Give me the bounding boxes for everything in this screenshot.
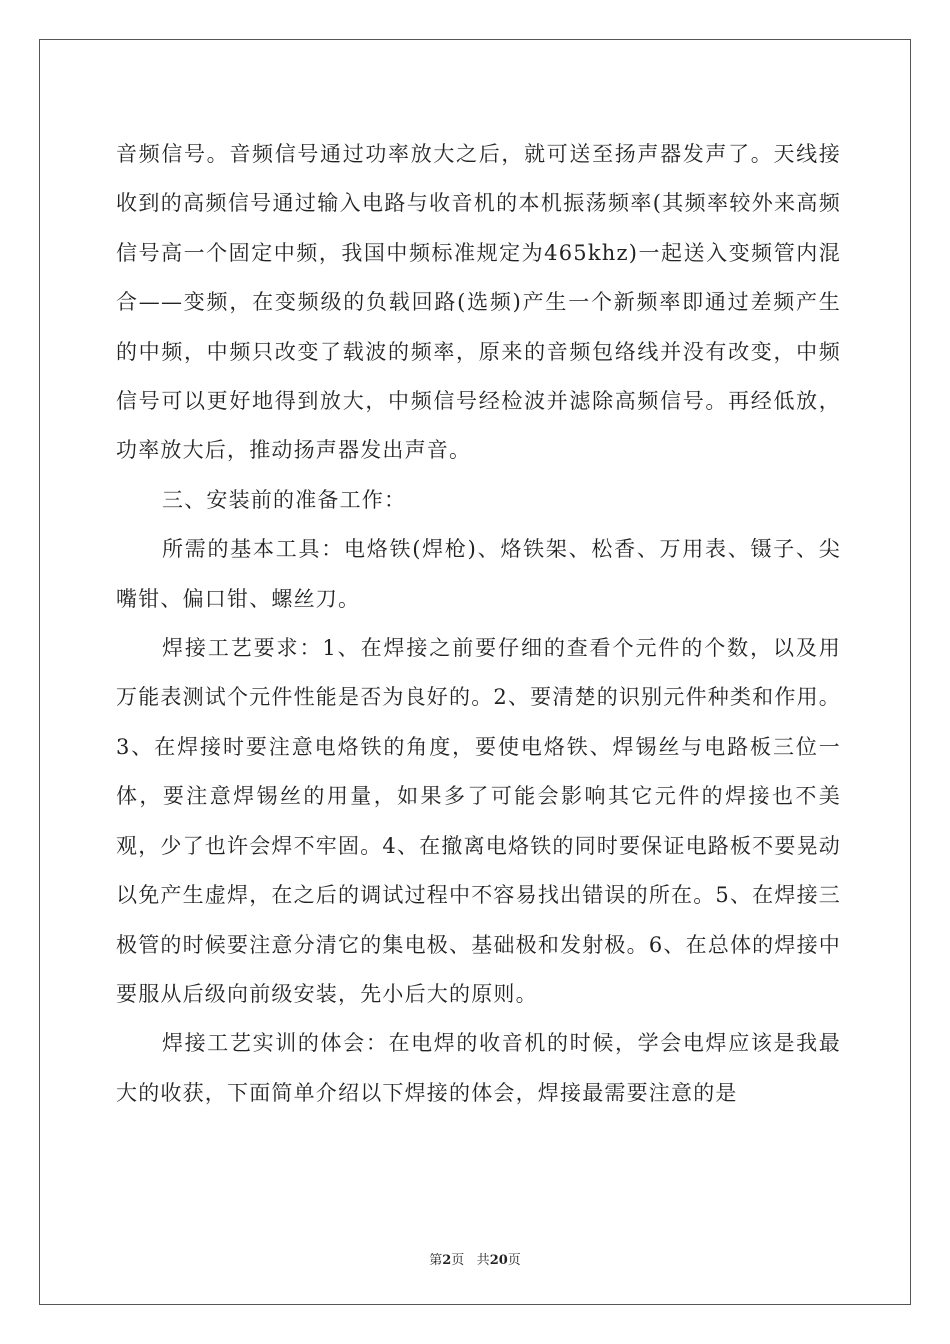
- page-prefix: 第: [429, 1253, 443, 1268]
- paragraph-continuation: 音频信号。音频信号通过功率放大之后，就可送至扬声器发声了。天线接收到的高频信号通过输入电路与收音机的本机振荡频率(其频率较外来高频信号高一个固定中频，我国中频标准规定为465khz)一起送入变频管内混合——变频，在变频级的负载回路(选频)产生一个新频率即通过差频产生的中频，中频只改变了载波的频率，原来的音频包络线并没有改变，中频信号可以更好地得到放大，中频信号经检波并滤除高频信号。再经低放，功率放大后，推动扬声器发出声音。: [116, 142, 841, 463]
- page-suffix: 页: [451, 1253, 465, 1268]
- total-prefix: 共: [476, 1253, 490, 1268]
- page-number: 2: [442, 1253, 452, 1268]
- total-pages: 20: [489, 1253, 508, 1268]
- paragraph-tools: 所需的基本工具：电烙铁(焊枪)、烙铁架、松香、万用表、镊子、尖嘴钳、偏口钳、螺丝刀。: [116, 537, 841, 611]
- document-body: [116, 130, 841, 1118]
- section-heading: 三、安装前的准备工作：: [162, 487, 407, 512]
- page-footer: [0, 1249, 950, 1268]
- paragraph-experience: 焊接工艺实训的体会：在电焊的收音机的时候，学会电焊应该是我最大的收获，下面简单介绍以下焊接的体会，焊接最需要注意的是: [116, 1031, 841, 1105]
- paragraph-requirements: 焊接工艺要求：1、在焊接之前要仔细的查看个元件的个数，以及用万能表测试个元件性能是否为良好的。2、要清楚的识别元件种类和作用。3、在焊接时要注意电烙铁的角度，要使电烙铁、焊锡丝与电路板三位一体，要注意焊锡丝的用量，如果多了可能会影响其它元件的焊接也不美观，少了也许会焊不牢固。4、在撤离电烙铁的同时要保证电路板不要晃动以免产生虚焊，在之后的调试过程中不容易找出错误的所在。5、在焊接三极管的时候要注意分清它的集电极、基础极和发射极。6、在总体的焊接中要服从后级向前级安装，先小后大的原则。: [116, 636, 841, 1006]
- total-suffix: 页: [507, 1253, 521, 1268]
